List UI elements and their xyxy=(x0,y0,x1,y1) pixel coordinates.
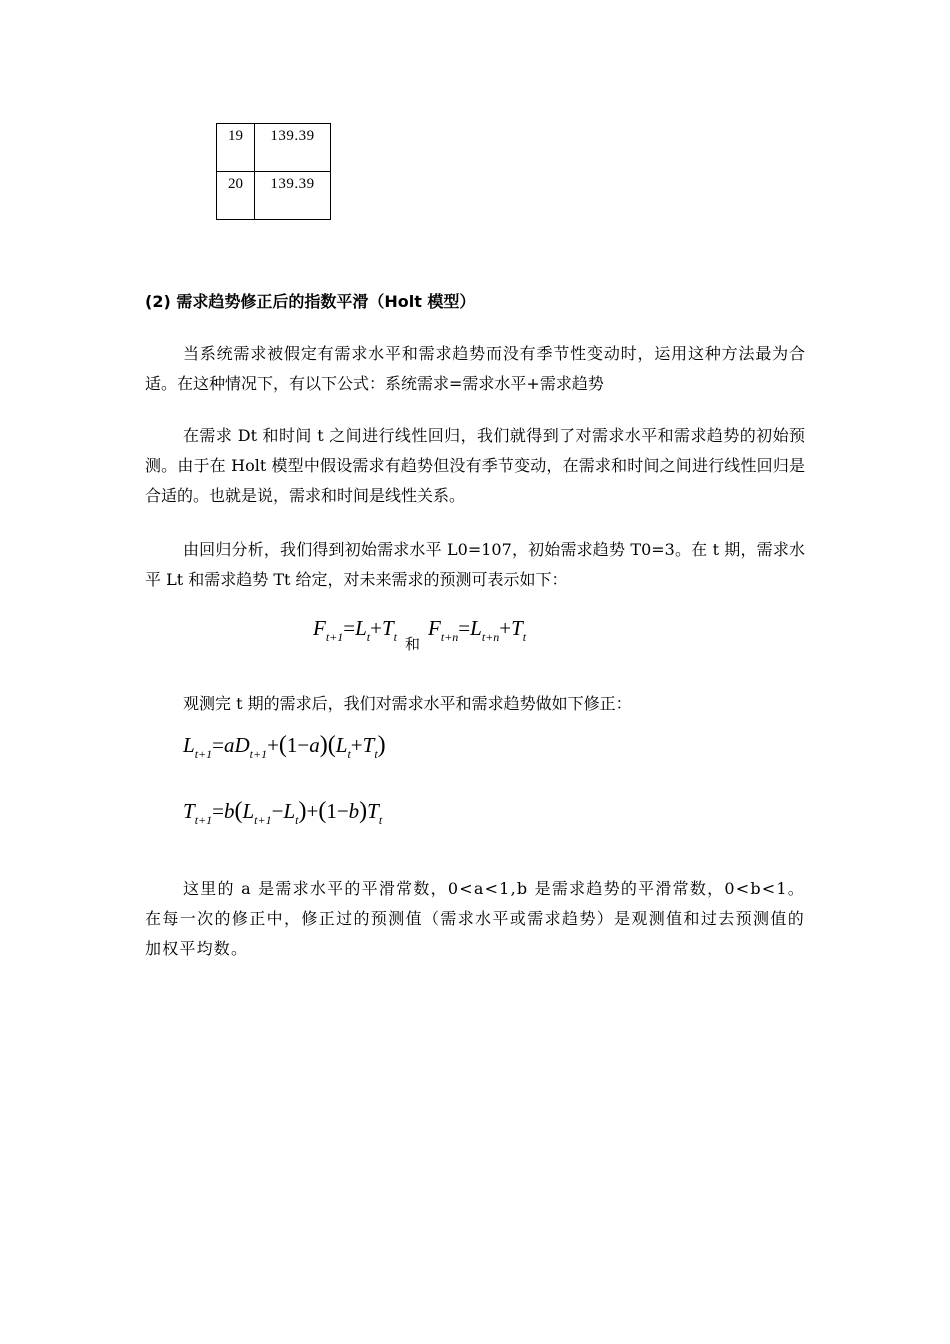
paragraph-regression: 在需求 Dt 和时间 t 之间进行线性回归，我们就得到了对需求水平和需求趋势的初始预测。由于在 Holt 模型中假设需求有趋势但没有季节变动，在需求和时间之间进行线性回归是合适的。也就是说，需求和时间是线性关系。 xyxy=(145,426,805,505)
period-cell: 20 xyxy=(217,172,255,220)
level-update-formula: $L_{t+1}=aD_{t+1}+(1-a)(L_t+T_t)$ xyxy=(183,732,386,761)
formula-join-label: 和 xyxy=(405,635,421,653)
period-cell: 19 xyxy=(217,124,255,172)
paragraph-smoothing-constants: 这里的 a 是需求水平的平滑常数，0<a<1,b 是需求趋势的平滑常数，0<b<1。在每一次的修正中，修正过的预测值（需求水平或需求趋势）是观测值和过去预测值的加权平均数。 xyxy=(145,879,805,958)
forecast-table xyxy=(216,123,331,220)
value-cell: 139.39 xyxy=(255,124,331,172)
trend-update-formula: $T_{t+1}=b(L_{t+1}-L_t)+(1-b)T_t$ xyxy=(183,798,383,827)
paragraph-initial-values: 由回归分析，我们得到初始需求水平 L0=107，初始需求趋势 T0=3。在 t 期，需求水平 Lt 和需求趋势 Tt 给定，对未来需求的预测可表示如下： xyxy=(145,540,805,589)
paragraph-intro: 当系统需求被假定有需求水平和需求趋势而没有季节性变动时，运用这种方法最为合适。在这种情况下，有以下公式：系统需求=需求水平+需求趋势 xyxy=(145,344,805,393)
table-row xyxy=(217,172,331,220)
table-row xyxy=(217,124,331,172)
section-heading: (2) 需求趋势修正后的指数平滑（Holt 模型） xyxy=(145,292,476,311)
paragraph-correction: 观测完 t 期的需求后，我们对需求水平和需求趋势做如下修正： xyxy=(183,694,632,713)
value-cell: 139.39 xyxy=(255,172,331,220)
forecast-formula: $F_{t+1}=L_t+T_t$ $_和F_{t+n}=L_{t+n}+T_t$ xyxy=(313,616,527,653)
